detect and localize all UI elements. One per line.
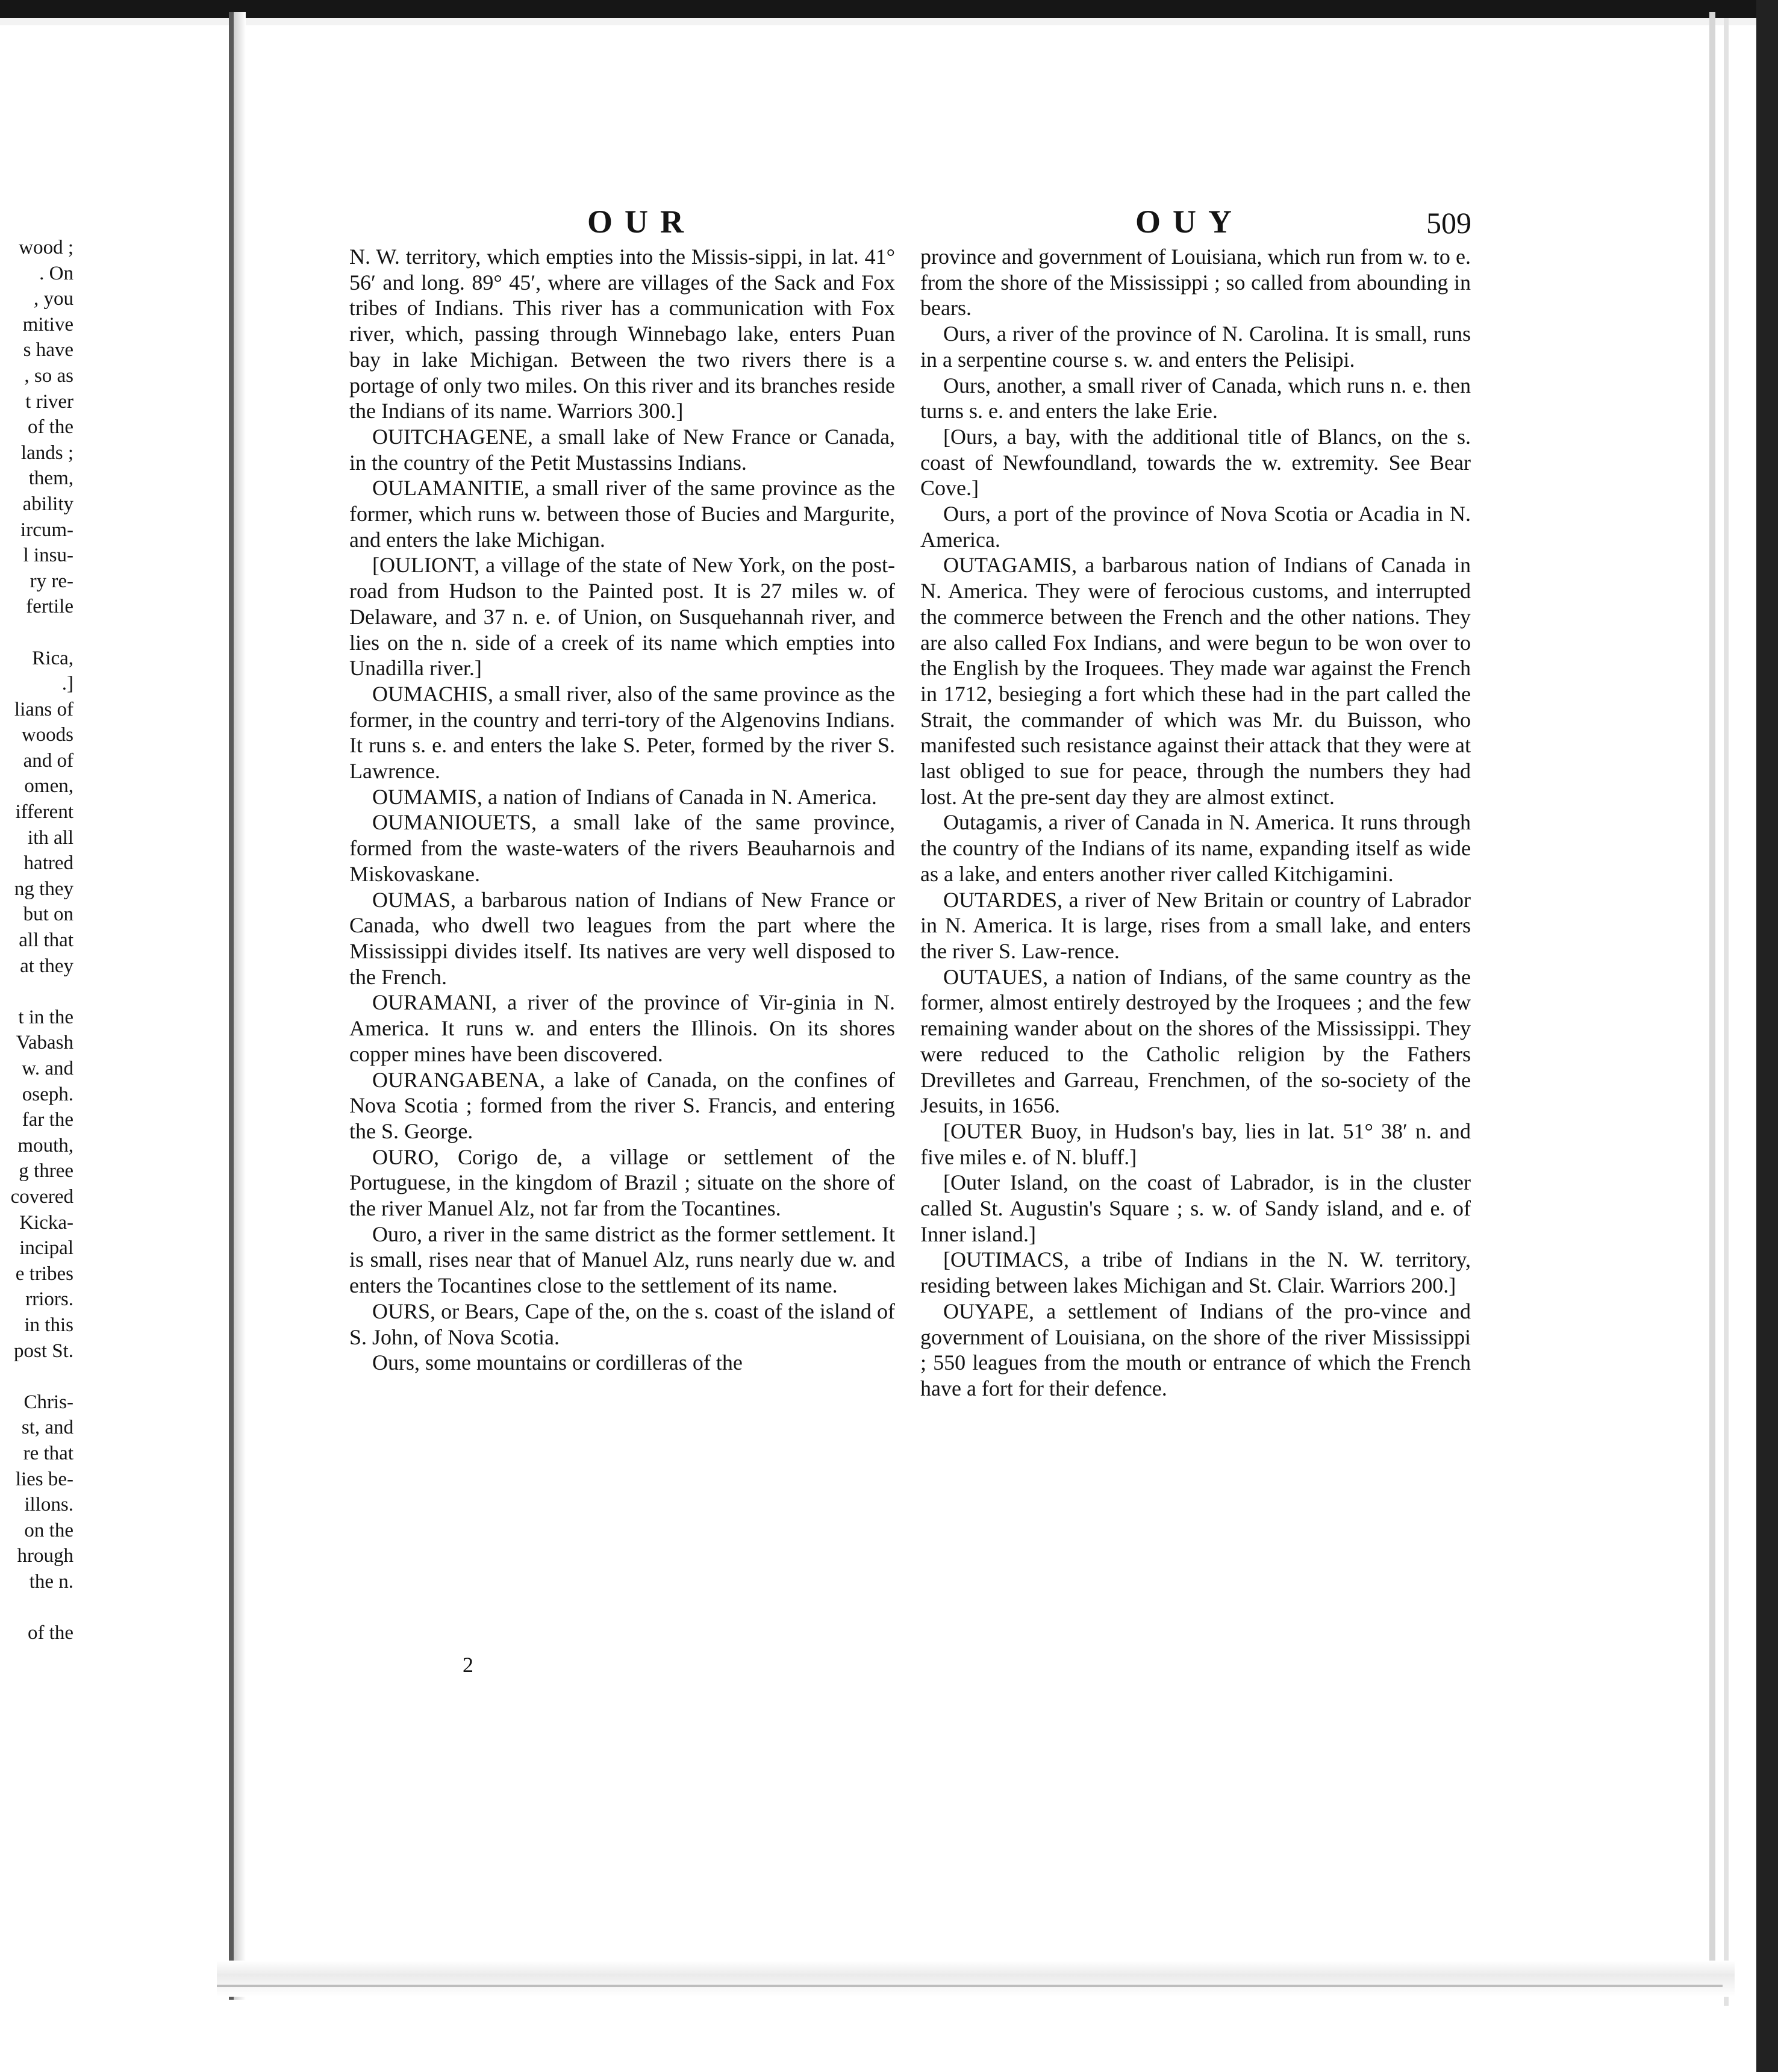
- entry-paragraph: [Ours, a bay, with the additional title of Blancs, on the s. coast of Newfoundland, towards the w. extremity. See Bear Cove.]: [920, 424, 1471, 501]
- entry-paragraph: [OULIONT, a village of the state of New York, on the post-road from Hudson to the Painted post. It is 27 miles w. of Delaware, and 37 n. e. of Union, on Susquehannah river, and lies on the n. side of a creek of its name which empties into Unadilla river.]: [349, 553, 895, 681]
- left-page-line-fragment: post St.: [13, 1340, 73, 1362]
- left-page-line-fragment: hatred: [23, 852, 73, 875]
- left-page-line-fragment: of the: [27, 1622, 73, 1644]
- left-page-line-fragment: but on: [23, 903, 73, 926]
- entry-paragraph: OUTAGAMIS, a barbarous nation of Indians of Canada in N. America. They were of ferocious customs, and interrupted the commerce between the French and the other nations. They are also called Fox Indians, and were begun to be won over to the English by the Iroquees. They made war against the French in 1712, besieging a fort which these had in the part called the Strait, the commander of which was Mr. du Buisson, who manifested such resistance against their attack that they were at last obliged to sue for peace, through the numbers they had lost. At the pre-sent day they are almost extinct.: [920, 553, 1471, 809]
- left-page-line-fragment: on the: [24, 1519, 73, 1541]
- page-edge: [1709, 12, 1715, 1994]
- page-bottom-edge: [217, 1985, 1723, 1987]
- left-page-line-fragment: lands ;: [20, 442, 73, 464]
- entry-paragraph: OURANGABENA, a lake of Canada, on the confines of Nova Scotia ; formed from the river S. Francis, and entering the S. George.: [349, 1067, 895, 1143]
- left-page-line-fragment: ircum-: [20, 519, 73, 541]
- entry-paragraph: N. W. territory, which empties into the Missis-sippi, in lat. 41° 56′ and long. 89° 45′, where are villages of the Sack and Fox tribes of Indians. This river has a communication with Fox river, which, passing through Winnebago lake, enters Puan bay in lake Michigan. Between the two rivers there is a portage of only two miles. On this river and its branches reside the Indians of its name. Warriors 300.]: [349, 245, 895, 423]
- entry-paragraph: OUTAUES, a nation of Indians, of the same country as the former, almost entirely destroyed by the Iroquees ; and the few remaining wander about on the shores of the Mississippi. They were reduced to the Catholic religion by the Fathers Drevilletes and Garreau, Frenchmen, of the so-society of the Jesuits, in 1656.: [920, 964, 1471, 1118]
- entry-paragraph: OURO, Corigo de, a village or settlement of the Portuguese, in the kingdom of Brazil ; situate on the shore of the river Manuel Alz, not far from the Tocantines.: [349, 1144, 895, 1221]
- entry-paragraph: OURAMANI, a river of the province of Vir-ginia in N. America. It runs w. and enters the Illinois. On its shores copper mines have been discovered.: [349, 990, 895, 1066]
- left-page-line-fragment: the n.: [29, 1570, 73, 1593]
- book-gutter: [229, 12, 234, 2000]
- page-edge-inner: [1724, 18, 1729, 2006]
- left-page-line-fragment: re that: [23, 1442, 73, 1464]
- left-page-line-fragment: [0, 979, 73, 1005]
- left-page-line-fragment: t in the: [18, 1006, 73, 1028]
- left-page-line-fragment: [0, 1594, 73, 1620]
- scan-right-border: [1756, 0, 1778, 2072]
- left-page-line-fragment: far the: [22, 1109, 73, 1131]
- left-page-line-fragment: them,: [28, 467, 73, 490]
- entry-paragraph: OUITCHAGENE, a small lake of New France or Canada, in the country of the Petit Mustassins Indians.: [349, 424, 895, 475]
- left-page-line-fragment: .]: [61, 673, 73, 695]
- left-page-line-fragment: ith all: [27, 826, 73, 849]
- left-page-line-fragment: lians of: [14, 698, 73, 720]
- left-page-line-fragment: Rica,: [32, 647, 73, 669]
- page-bottom-shadow: [217, 1961, 1735, 1997]
- left-page-line-fragment: ng they: [14, 878, 73, 900]
- left-page-line-fragment: . On: [39, 262, 73, 284]
- entry-paragraph: OUTARDES, a river of New Britain or country of Labrador in N. America. It is large, rises from a small lake, and enters the river S. Law-rence.: [920, 887, 1471, 963]
- left-page-line-fragment: oseph.: [22, 1083, 73, 1105]
- left-page-line-fragment: st, and: [21, 1417, 73, 1439]
- entry-paragraph: [OUTIMACS, a tribe of Indians in the N. W. territory, residing between lakes Michigan and St. Clair. Warriors 200.]: [920, 1247, 1471, 1298]
- entry-paragraph: Ours, a river of the province of N. Carolina. It is small, runs in a serpentine course s. w. and enters the Pelisipi.: [920, 322, 1471, 372]
- left-page-line-fragment: [0, 1364, 73, 1390]
- right-text-column: [920, 244, 1471, 1402]
- left-text-column: [349, 244, 895, 1376]
- left-page-line-fragment: , you: [34, 288, 73, 310]
- left-page-line-fragment: mitive: [22, 313, 73, 335]
- entry-paragraph: province and government of Louisiana, which run from w. to e. from the shore of the Mississippi ; so called from abounding in bears.: [920, 245, 1471, 320]
- left-page-line-fragment: lies be-: [15, 1468, 73, 1490]
- left-page-line-fragment: Kicka-: [19, 1211, 73, 1234]
- left-page-line-fragment: ry re-: [30, 570, 73, 592]
- left-page-line-fragment: wood ;: [19, 237, 73, 258]
- left-page-line-fragment: in this: [24, 1314, 73, 1336]
- scan-top-margin: [0, 18, 1778, 25]
- entry-paragraph: OUMANIOUETS, a small lake of the same province, formed from the waste-waters of the rivers Beauharnois and Miskovaskane.: [349, 810, 895, 886]
- running-head-right: OUY: [1135, 204, 1244, 240]
- left-page-line-fragment: all that: [19, 929, 73, 952]
- left-page-line-fragment: Chris-: [23, 1391, 73, 1413]
- left-page-line-fragment: , so as: [24, 364, 73, 387]
- left-page-line-fragment: rriors.: [25, 1288, 73, 1311]
- running-head-left: OUR: [587, 204, 696, 240]
- entry-paragraph: [OUTER Buoy, in Hudson's bay, lies in lat. 51° 38′ n. and five miles e. of N. bluff.]: [920, 1119, 1471, 1169]
- left-page-line-fragment: g three: [19, 1160, 73, 1182]
- entry-paragraph: OUYAPE, a settlement of Indians of the pro-vince and government of Louisiana, on the shore of the river Mississippi ; 550 leagues from the mouth or entrance of which the French have a fort for their defence.: [920, 1299, 1471, 1400]
- left-page-line-fragment: Vabash: [16, 1032, 73, 1054]
- entry-paragraph: Ours, another, a small river of Canada, which runs n. e. then turns s. e. and enters the lake Erie.: [920, 373, 1471, 423]
- left-page-line-fragment: covered: [10, 1185, 73, 1208]
- entry-paragraph: Outagamis, a river of Canada in N. America. It runs through the country of the Indians of its name, expanding itself as wide as a lake, and enters another river called Kitchigamini.: [920, 810, 1471, 886]
- left-page-line-fragment: hrough: [17, 1545, 73, 1567]
- entry-paragraph: OUMAS, a barbarous nation of Indians of New France or Canada, who dwell two leagues from the part where the Mississippi divides itself. Its natives are very well disposed to the French.: [349, 887, 895, 989]
- left-page-line-fragment: and of: [23, 749, 73, 772]
- left-page-line-fragment: fertile: [26, 596, 73, 618]
- left-page-line-fragment: woods: [21, 724, 73, 746]
- left-page-line-fragment: mouth,: [17, 1134, 73, 1156]
- entry-paragraph: OULAMANITIE, a small river of the same province as the former, which runs w. between those of Bucies and Margurite, and enters the lake Michigan.: [349, 476, 895, 552]
- left-page-line-fragment: at they: [20, 955, 73, 977]
- left-page-line-fragment: omen,: [24, 775, 73, 797]
- left-page-line-fragment: ifferent: [15, 801, 73, 823]
- entry-paragraph: [Outer Island, on the coast of Labrador, is in the cluster called St. Augustin's Square ; s. w. of Sandy island, and e. of Inner island.]: [920, 1170, 1471, 1246]
- left-page-line-fragment: s have: [23, 339, 73, 361]
- gutter-shadow: [234, 12, 246, 2000]
- left-facing-page: [0, 235, 73, 1646]
- left-page-line-fragment: w. and: [22, 1058, 73, 1079]
- scan-top-border: [0, 0, 1778, 18]
- entry-paragraph: Ours, a port of the province of Nova Scotia or Acadia in N. America.: [920, 502, 1471, 552]
- left-page-line-fragment: [0, 620, 73, 646]
- left-page-line-fragment: ability: [22, 493, 73, 515]
- left-page-line-fragment: t river: [25, 390, 73, 413]
- page-number: 509: [1426, 206, 1471, 240]
- entry-paragraph: OURS, or Bears, Cape of the, on the s. coast of the island of S. John, of Nova Scotia.: [349, 1299, 895, 1349]
- entry-paragraph: OUMAMIS, a nation of Indians of Canada in N. America.: [372, 784, 877, 809]
- left-page-line-fragment: of the: [27, 416, 73, 438]
- left-page-line-fragment: e tribes: [15, 1262, 73, 1285]
- entry-paragraph: OUMACHIS, a small river, also of the same province as the former, in the country and terri-tory of the Algenovins Indians. It runs s. e. and enters the lake S. Peter, formed by the river S. Lawrence.: [349, 681, 895, 784]
- entry-paragraph: Ours, some mountains or cordilleras of the: [372, 1350, 743, 1375]
- signature-mark: 2: [463, 1653, 473, 1677]
- left-page-line-fragment: incipal: [19, 1237, 73, 1259]
- entry-paragraph: Ouro, a river in the same district as the former settlement. It is small, rises near that of Manuel Alz, runs nearly due w. and enters the Tocantines close to the settlement of its name.: [349, 1222, 895, 1298]
- left-page-line-fragment: illons.: [24, 1494, 73, 1516]
- left-page-line-fragment: l insu-: [23, 545, 73, 567]
